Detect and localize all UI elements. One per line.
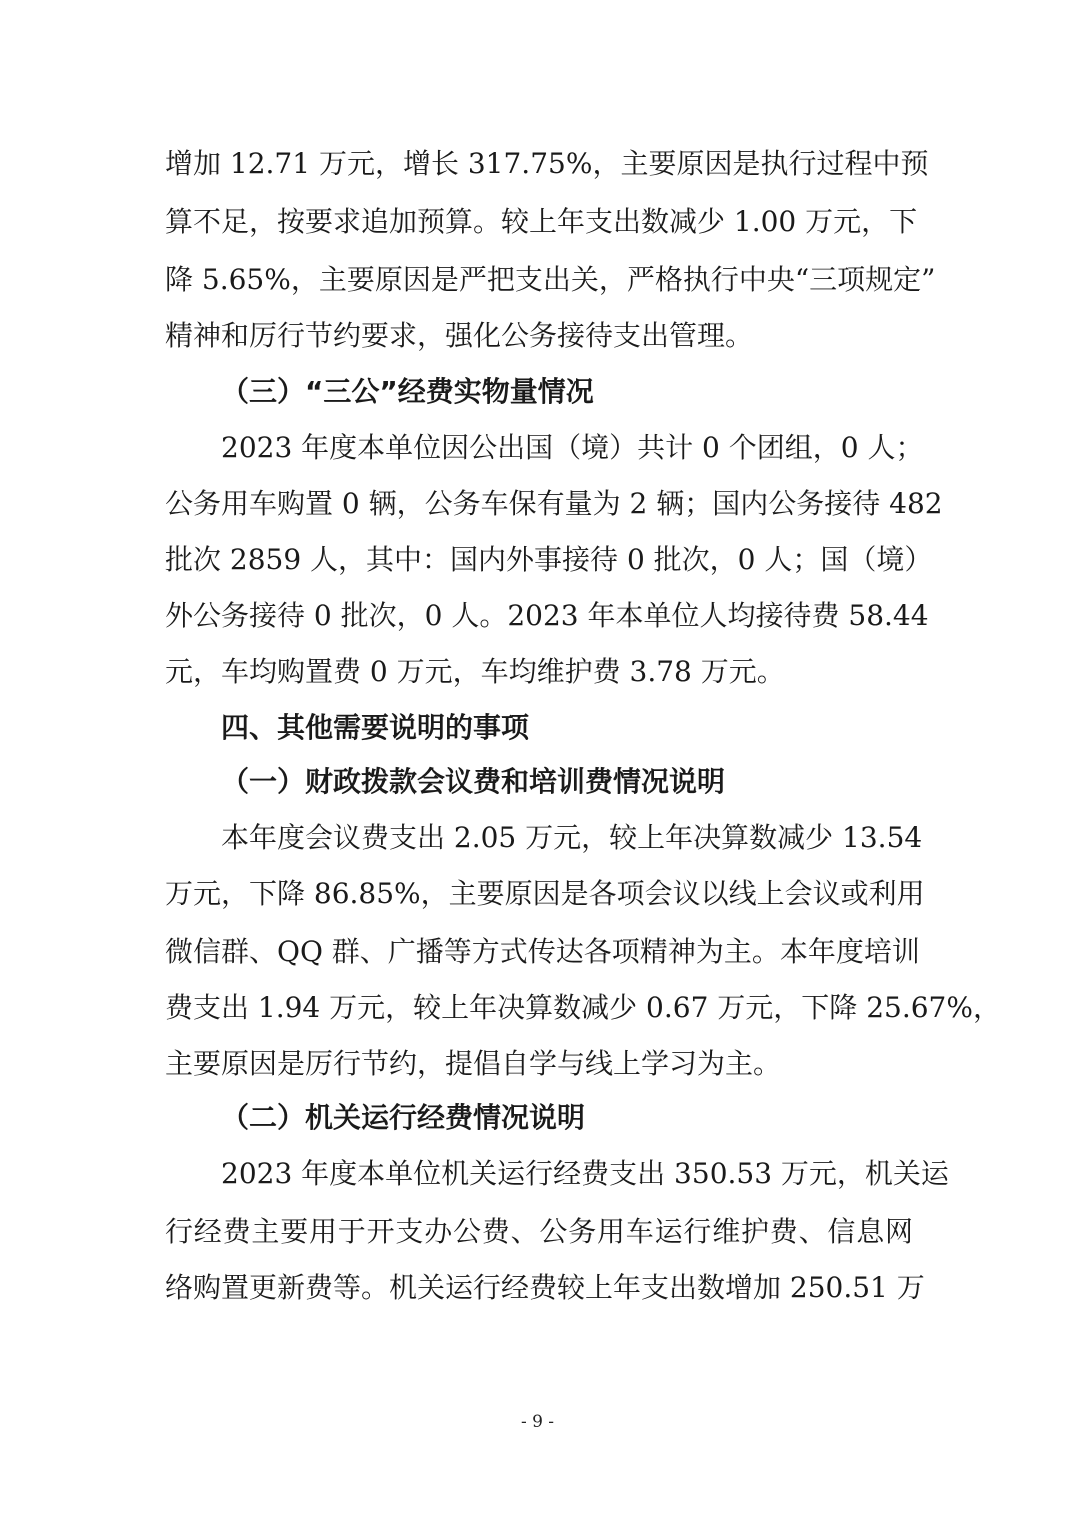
section-heading-yi: （一）财政拨款会议费和培训费情况说明 (221, 765, 726, 798)
body-text-line: 外公务接待 0 批次，0 人。2023 年本单位人均接待费 58.44 (165, 599, 929, 632)
body-text-line: 微信群、QQ 群、广播等方式传达各项精神为主。本年度培训 (165, 935, 920, 968)
page-number: - 9 - (520, 1412, 555, 1432)
body-text-line: 降 5.65%，主要原因是严把支出关，严格执行中央“三项规定” (165, 263, 936, 296)
body-text-line: 主要原因是厉行节约，提倡自学与线上学习为主。 (165, 1047, 782, 1080)
body-text-line: 元，车均购置费 0 万元，车均维护费 3.78 万元。 (165, 655, 785, 688)
section-heading-er: （二）机关运行经费情况说明 (221, 1101, 586, 1134)
body-text-line: 络购置更新费等。机关运行经费较上年支出数增加 250.51 万 (165, 1271, 925, 1304)
body-text-line: 增加 12.71 万元，增长 317.75%，主要原因是执行过程中预 (165, 147, 929, 180)
body-text-line: 本年度会议费支出 2.05 万元，较上年决算数减少 13.54 (221, 821, 923, 854)
body-text-line: 批次 2859 人，其中：国内外事接待 0 批次，0 人；国（境） (165, 543, 933, 576)
section-heading-san: （三）“三公”经费实物量情况 (221, 375, 594, 408)
body-text-line: 费支出 1.94 万元，较上年决算数减少 0.67 万元，下降 25.67%， (165, 991, 1001, 1024)
body-text-line: 行经费主要用于开支办公费、公务用车运行维护费、信息网 (165, 1215, 913, 1248)
body-text-line: 万元，下降 86.85%，主要原因是各项会议以线上会议或利用 (165, 877, 925, 910)
body-text-line: 2023 年度本单位机关运行经费支出 350.53 万元，机关运 (221, 1157, 949, 1190)
chapter-heading-four: 四、其他需要说明的事项 (221, 711, 530, 744)
body-text-line: 精神和厉行节约要求，强化公务接待支出管理。 (165, 319, 754, 352)
body-text-line: 公务用车购置 0 辆，公务车保有量为 2 辆；国内公务接待 482 (165, 487, 943, 520)
body-text-line: 2023 年度本单位因公出国（境）共计 0 个团组，0 人； (221, 431, 924, 464)
body-text-line: 算不足，按要求追加预算。较上年支出数减少 1.00 万元，下 (165, 205, 918, 238)
